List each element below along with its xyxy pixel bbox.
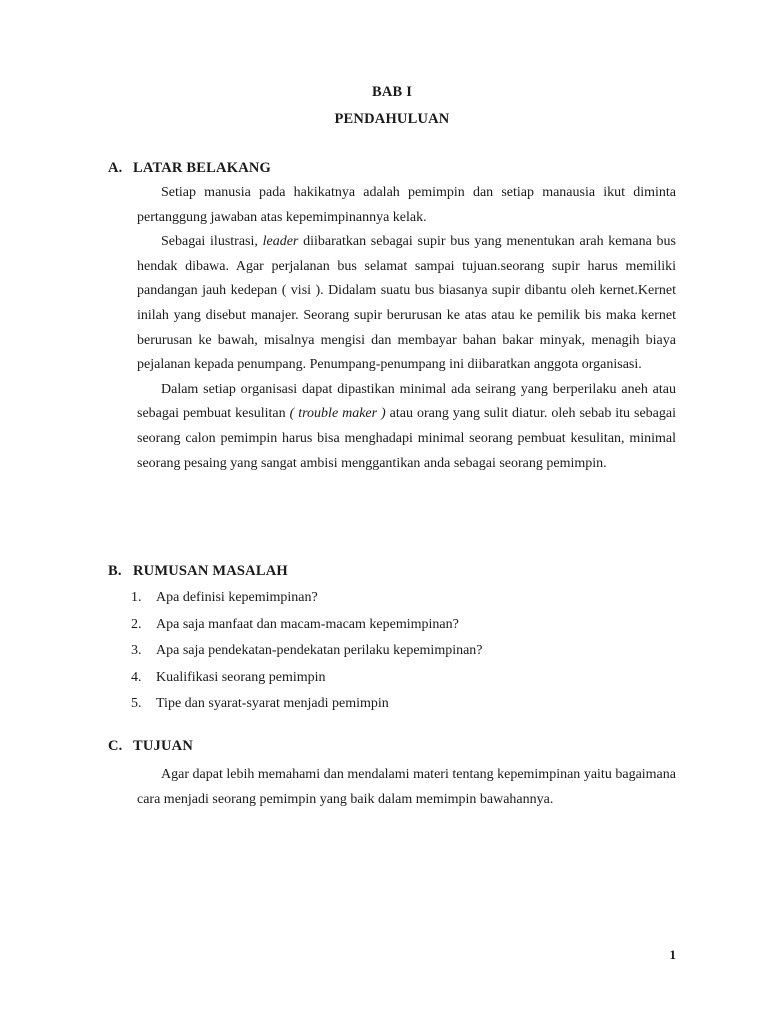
list-item-text: Apa saja manfaat dan macam-macam kepemimpinan? — [156, 616, 459, 632]
list-item-text: Kualifikasi seorang pemimpin — [156, 669, 326, 685]
list-item — [131, 666, 676, 693]
list-item-number: 2. — [131, 616, 142, 632]
paragraph-2-italic-term: leader — [262, 234, 299, 250]
paragraph-2 — [137, 230, 676, 378]
paragraph-3-italic-term: ( trouble maker ) — [289, 406, 386, 422]
section-a-body — [137, 181, 676, 476]
list-item-text: Apa definisi kepemimpinan? — [156, 590, 318, 605]
list-item — [131, 586, 676, 613]
list-item-number: 4. — [131, 669, 142, 685]
purpose-paragraph: Agar dapat lebih memahami dan mendalami materi tentang kepemimpinan yaitu bagaimana cara menjadi seorang pemimpin yang baik dalam memimpin bawahannya. — [137, 767, 676, 807]
section-c-title: TUJUAN — [133, 738, 194, 754]
list-item-text: Apa saja pendekatan-pendekatan perilaku kepemimpinan? — [156, 643, 483, 658]
problem-list — [131, 586, 676, 719]
section-a-heading — [108, 160, 271, 177]
paragraph-1 — [137, 181, 676, 230]
paragraph-2-text-after: diibaratkan sebagai supir bus yang menentukan arah kemana bus hendak dibawa. Agar perjalanan bus selamat sampai tujuan.seorang supir harus memiliki pandangan jauh kedepan ( visi ). Didalam suatu bus biasanya supir dibantu oleh kernet.Kernet inilah yang disebut manajer. Seorang supir berurusan ke atas atau ke pemilik bis maka kernet berurusan ke bawah, misalnya mengisi dan membayar bahan bakar minyak, menagih biaya pejalanan kepada penumpang. Penumpang-penumpang ini diibaratkan anggota organisasi. — [137, 234, 676, 373]
section-b-heading — [108, 563, 288, 580]
chapter-number: BAB I — [371, 84, 413, 100]
page-number: 1 — [669, 947, 676, 962]
chapter-title: PENDAHULUAN — [334, 111, 450, 127]
list-item — [131, 613, 676, 640]
list-item-text: Tipe dan syarat-syarat menjadi pemimpin — [156, 696, 389, 711]
section-c-heading — [108, 738, 193, 755]
list-item-number: 5. — [131, 696, 142, 711]
list-item-number: 3. — [131, 643, 142, 658]
section-c-body — [137, 763, 676, 812]
section-a-title: LATAR BELAKANG — [133, 160, 272, 176]
paragraph-1-text: Setiap manusia pada hakikatnya adalah pemimpin dan setiap manausia ikut diminta pertanggung jawaban atas kepemimpinannya kelak. — [137, 185, 676, 225]
list-item-number: 1. — [131, 590, 142, 605]
paragraph-3-text-before: Dalam setiap organisasi dapat dipastikan minimal ada seirang yang berperilaku aneh atau sebagai pembuat kesulitan — [137, 381, 676, 422]
paragraph-2-text-before: Sebagai ilustrasi, — [161, 234, 263, 250]
section-c-letter: C. — [108, 738, 123, 754]
section-a-letter: A. — [108, 160, 123, 176]
list-item — [131, 639, 676, 666]
paragraph-3 — [137, 378, 676, 476]
section-b-title: RUMUSAN MASALAH — [133, 563, 288, 579]
section-b-letter: B. — [108, 563, 122, 579]
list-item — [131, 692, 676, 719]
paragraph-3-text-after: atau orang yang sulit diatur. oleh sebab itu sebagai seorang calon pemimpin harus bisa menghadapi minimal seorang pembuat kesulitan, minimal seorang pesaing yang sangat ambisi menggantikan anda sebagai seorang pemimpin. — [137, 406, 676, 471]
